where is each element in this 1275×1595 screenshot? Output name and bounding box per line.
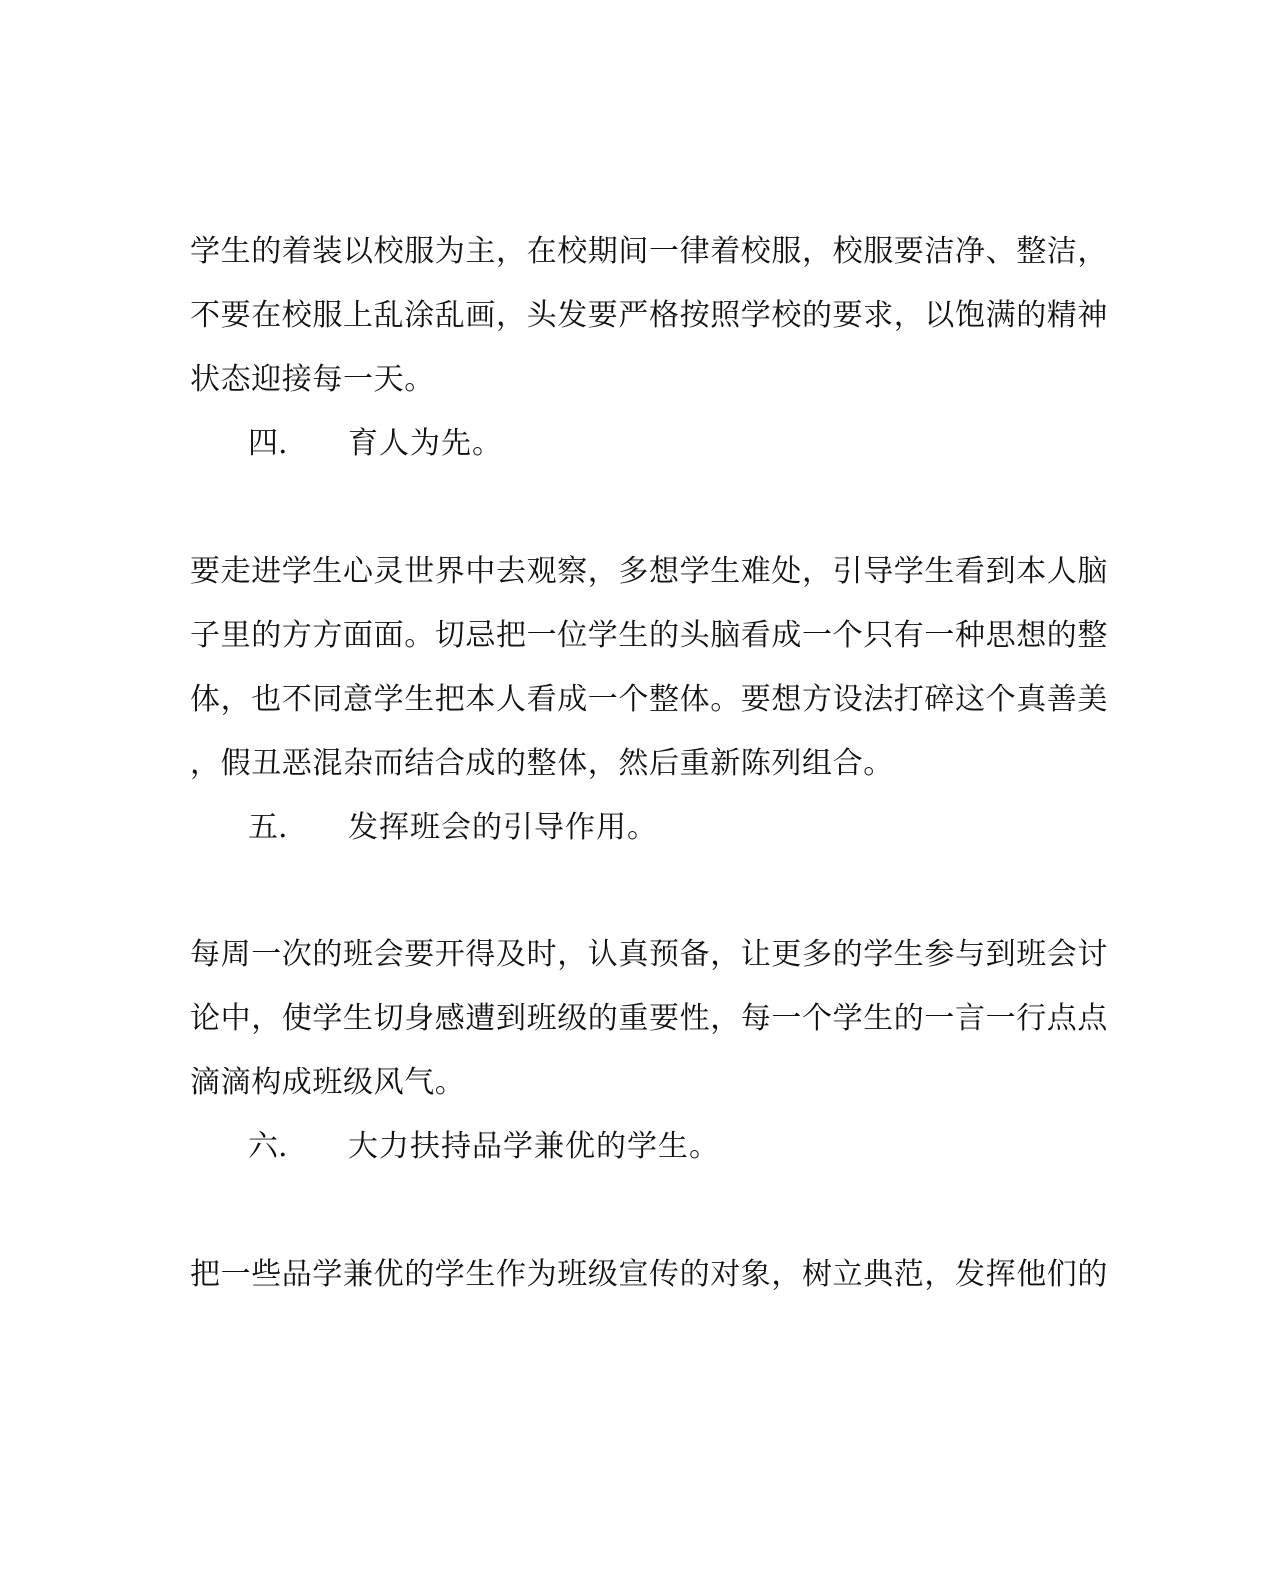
paragraph-line: 论中，使学生切身感遭到班级的重要性，每一个学生的一言一行点点 bbox=[190, 1001, 1108, 1036]
paragraph-line: 体，也不同意学生把本人看成一个整体。要想方设法打碎这个真善美 bbox=[190, 682, 1108, 717]
paragraph-line: 子里的方方面面。切忌把一位学生的头脑看成一个只有一种思想的整 bbox=[190, 618, 1108, 653]
section-title: 发挥班会的引导作用。 bbox=[348, 810, 658, 845]
paragraph-line: ，假丑恶混杂而结合成的整体，然后重新陈列组合。 bbox=[190, 746, 894, 781]
paragraph-line: 每周一次的班会要开得及时，认真预备，让更多的学生参与到班会讨 bbox=[190, 937, 1108, 972]
paragraph-line: 滴滴构成班级风气。 bbox=[190, 1065, 466, 1100]
paragraph-line: 要走进学生心灵世界中去观察，多想学生难处，引导学生看到本人脑 bbox=[190, 554, 1108, 589]
section-number: 四. bbox=[248, 426, 288, 461]
paragraph-line: 把一些品学兼优的学生作为班级宣传的对象，树立典范，发挥他们的 bbox=[190, 1257, 1108, 1292]
section-number: 五. bbox=[248, 810, 288, 845]
paragraph-line: 状态迎接每一天。 bbox=[190, 362, 435, 397]
section-title: 育人为先。 bbox=[348, 426, 503, 461]
paragraph-line: 不要在校服上乱涂乱画，头发要严格按照学校的要求，以饱满的精神 bbox=[190, 298, 1108, 333]
section-title: 大力扶持品学兼优的学生。 bbox=[348, 1129, 720, 1164]
section-number: 六. bbox=[248, 1129, 288, 1164]
paragraph-line: 学生的着装以校服为主，在校期间一律着校服，校服要洁净、整洁， bbox=[190, 234, 1108, 269]
